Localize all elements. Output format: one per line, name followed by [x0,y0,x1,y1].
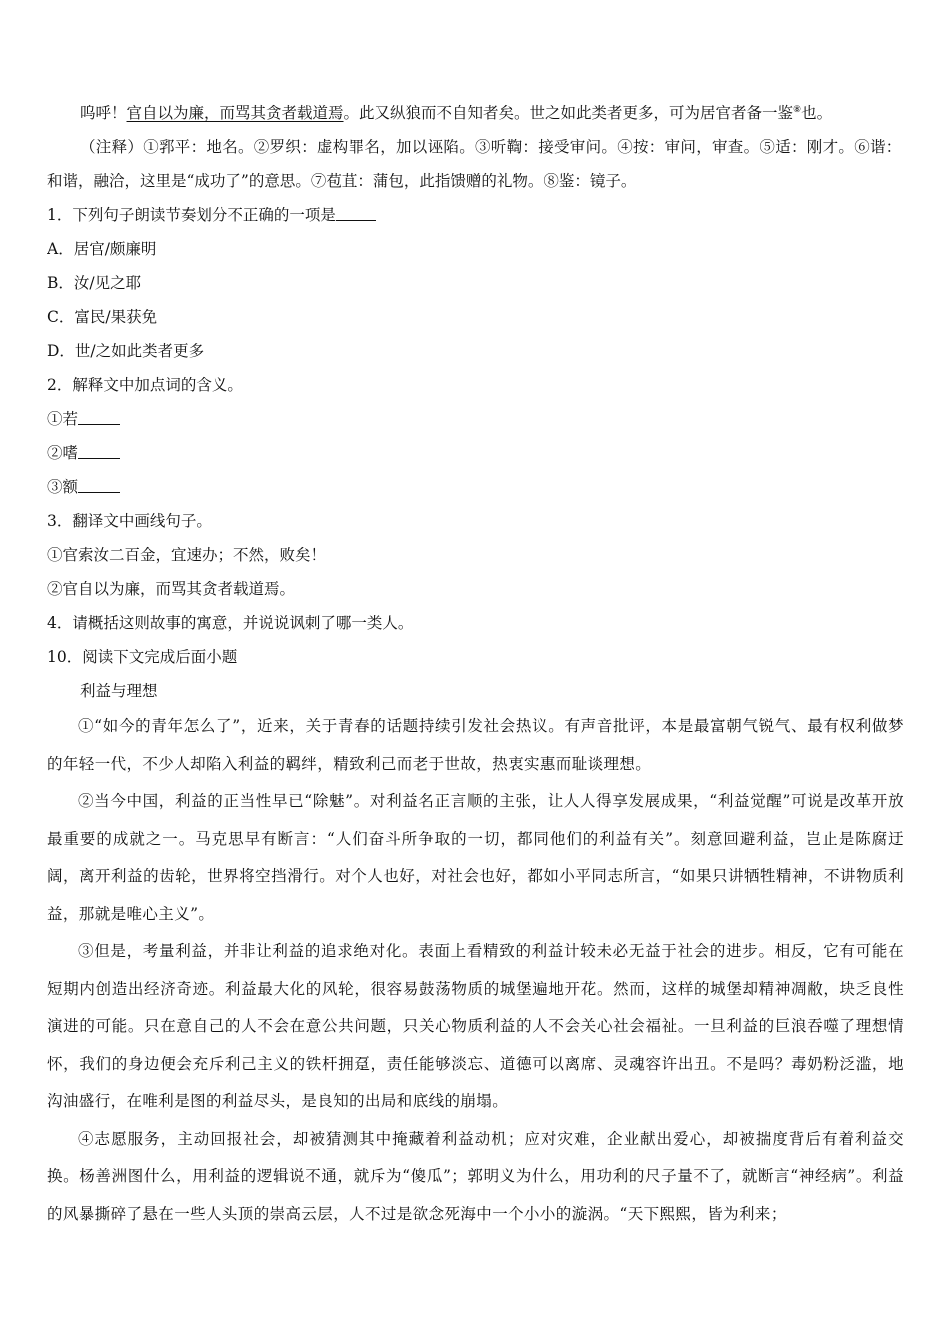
question-2: 2．解释文中加点词的含义。 [47,376,243,394]
q2-item-2: ②嗜 [47,436,904,470]
notes-line-1: （注释）①郛平：地名。②罗织：虚构罪名，加以诬陷。③听鞫：接受审问。④按：审问，审查。⑤适：刚才。⑥谐： [80,138,902,156]
passage-text: 呜呼！ [80,104,127,122]
q2-item-1: ①若 [47,402,904,436]
article-paragraph-3: ③但是，考量利益，并非让利益的追求绝对化。表面上看精致的利益计较未必无益于社会的进步。相反，它有可能在短期内创造出经济奇迹。利益最大化的风轮，很容易鼓荡物质的城堡遍地开花。然而，这样的城堡却精神凋敝，块乏良性演进的可能。只在意自己的人不会在意公共问题，只关心物质利益的人不会关心社会福祉。一旦利益的巨浪吞噬了理想情怀，我们的身边便会充斥利己主义的铁杆拥趸，责任能够淡忘、道德可以离席、灵魂容许出丑。不是吗？毒奶粉泛滥，地沟油盛行，在唯利是图的利益尽头，是良知的出局和底线的崩塌。 [47,942,904,1110]
question-4: 4．请概括这则故事的寓意，并说说讽刺了哪一类人。 [47,614,414,632]
q1-option-d: D．世/之如此类者更多 [47,342,205,360]
q1-option-b: B．汝/见之耶 [47,274,142,292]
q3-item-2: ②官自以为廉，而骂其贪者载道焉。 [47,580,296,598]
article-paragraph-1: ①“如今的青年怎么了”，近来，关于青春的话题持续引发社会热议。有声音批评，本是最富朝气锐气、最有权利做梦的年轻一代，不少人却陷入利益的羁绊，精致利己而老于世故，热衷实惠而耻谈理想。 [47,717,904,773]
passage-text: 也。 [801,104,833,122]
underlined-sentence: 官自以为廉，而骂其贪者载道焉 [126,104,344,122]
answer-blank [78,444,120,459]
question-3: 3．翻译文中画线句子。 [47,512,212,530]
article-paragraph-2: ②当今中国，利益的正当性早已“除魅”。对利益名正言顺的主张，让人人得享发展成果，“利益觉醒”可说是改革开放最重要的成就之一。马克思早有断言：“人们奋斗所争取的一切，都同他们的利益有关”。刻意回避利益，岂止是陈腐迂阔，离开利益的齿轮，世界将空挡滑行。对个人也好，对社会也好，都如小平同志所言，“如果只讲牺牲精神，不讲物质利益，那就是唯心主义”。 [47,792,904,923]
article-title: 利益与理想 [80,682,158,700]
q1-option-c: C．富民/果获免 [47,308,158,326]
footnote-marker: ⑧ [793,104,802,115]
q2-item-3: ③额 [47,470,904,504]
question-1: 1．下列句子朗读节奏划分不正确的一项是 [47,198,904,232]
notes-line-2: 和谐，融洽，这里是“成功了”的意思。⑦苞苴：蒲包，此指馈赠的礼物。⑧鉴：镜子。 [47,172,637,190]
section-10-heading: 10．阅读下文完成后面小题 [47,648,238,666]
answer-blank [336,206,376,221]
q1-option-a: A．居官/颇廉明 [47,240,157,258]
passage-line-1 [47,96,904,130]
passage-text: 。此又纵狼而不自知者矣。世之如此类者更多，可为居官者备一鉴 [343,104,794,122]
answer-blank [78,410,120,425]
answer-blank [78,478,120,493]
article-paragraph-4: ④志愿服务，主动回报社会，却被猜测其中掩藏着利益动机；应对灾难，企业献出爱心，却被揣度背后有着利益交换。杨善洲图什么，用利益的逻辑说不通，就斥为“傻瓜”；郭明义为什么，用功利的尺子量不了，就断言“神经病”。利益的风暴撕碎了悬在一些人头顶的崇高云层，人不过是欲念死海中一个小小的漩涡。“天下熙熙，皆为利来； [47,1129,904,1223]
q3-item-1: ①官索汝二百金，宜速办；不然，败矣！ [47,546,327,564]
